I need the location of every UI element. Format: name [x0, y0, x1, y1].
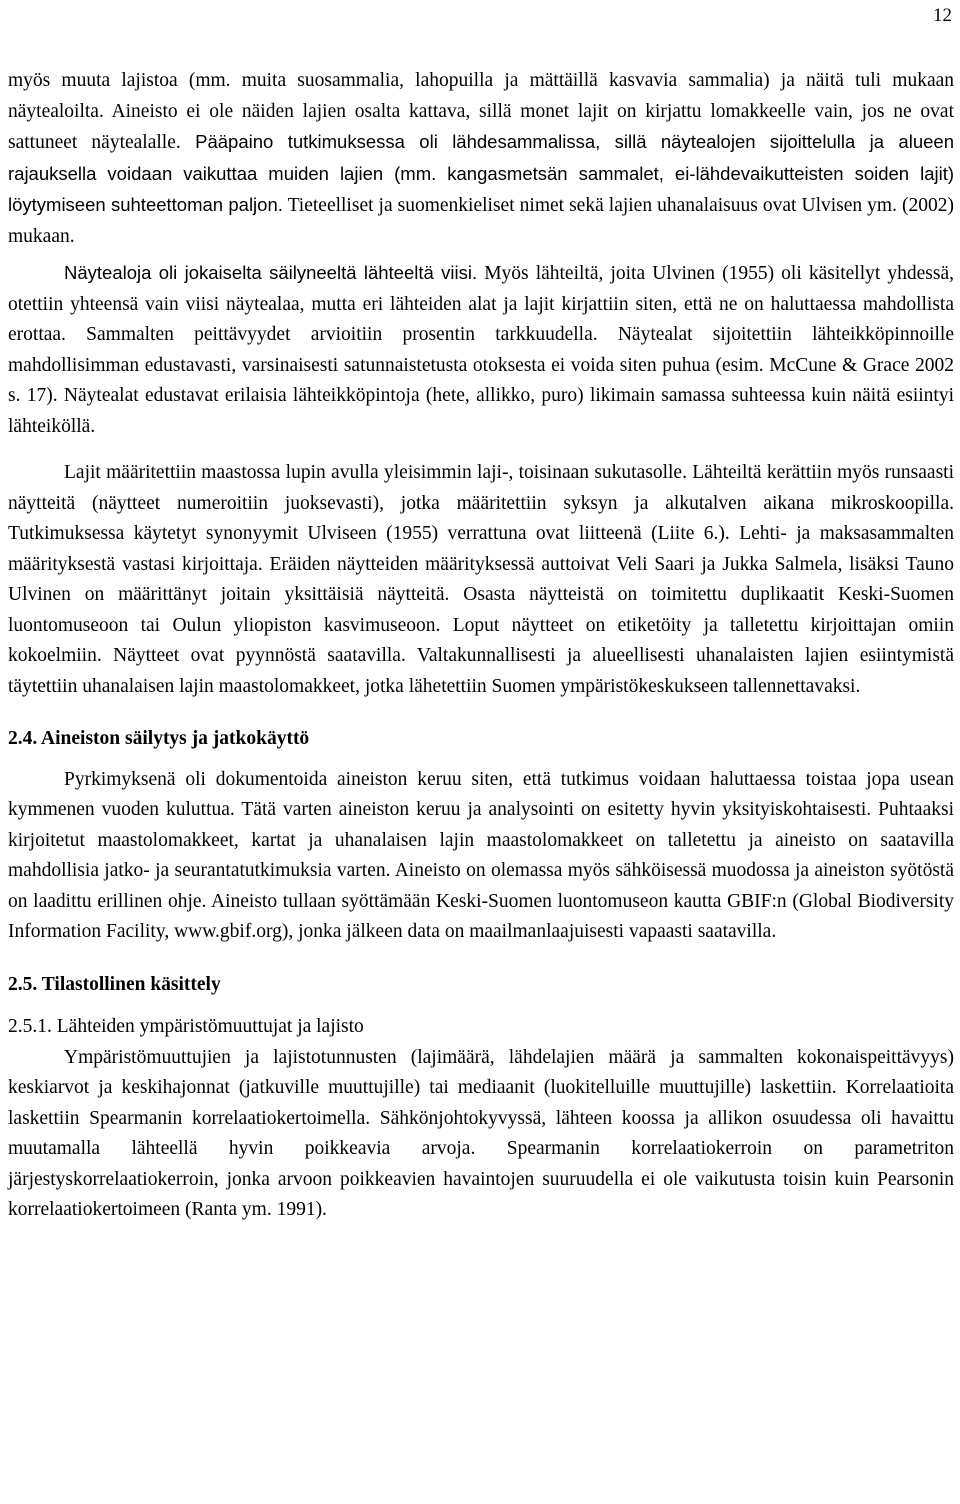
subsection-heading-2-5-1: 2.5.1. Lähteiden ympäristömuuttujat ja lajisto: [8, 1016, 364, 1037]
paragraph-identification: Lajit määritettiin maastossa lupin avulla yleisimmin laji-, toisinaan sukutasolle. Lähteiltä kerättiin myös runsaasti näytteitä (näytteet numeroitiin juoksevasti), jotka määritettiin syksyn ja alkutalven aikana mikroskoopilla. Tutkimuksessa käytetyt synonyymit Ulviseen (1955) verrattuna ovat liitteenä (Liite 6.). Lehti- ja maksasammalten määrityksestä vastasi kirjoittaja. Eräiden näytteiden määrityksessä auttoivat Veli Saari ja Jukka Salmela, lisäksi Tauno Ulvinen on määrittänyt joitain yksittäisiä näytteitä. Osasta näytteistä on toimitettu duplikaatit Keski-Suomen luontomuseoon tai Oulun yliopiston kasvimuseoon. Loput näytteet on etiketöity ja talletettu kirjoittajan omiin kokoelmiin. Näytteet ovat pyynnöstä saatavilla. Valtakunnallisesti ja alueellisesti uhanalaisten lajien esiintymistä täytettiin uhanalaisen lajin maastolomakkeet, jotka lähetettiin Suomen ympäristökeskukseen tallennettavaksi.: [8, 462, 954, 697]
document-body: [8, 66, 954, 1226]
page-number: 12: [933, 5, 952, 26]
paragraph-text-sans: Pääpaino tutkimuksessa oli lähdesammalissa, sillä näytealojen sijoittelulla ja alueen rajauksella voidaan vaikuttaa muiden lajien (mm. kangasmetsän sammalet, ei-lähdevaikutteisten soiden lajit) löytymiseen suhteettoman paljon.: [8, 131, 954, 215]
paragraph-sample-plots: [8, 258, 954, 442]
paragraph-statistics: Ympäristömuuttujien ja lajistotunnusten (lajimäärä, lähdelajien määrä ja sammalten kokonaispeittävyys) keskiarvot ja keskihajonnat (jatkuville muuttujille) tai mediaanit (luokitelluille muuttujille) laskettiin. Korrelaatioita laskettiin Spearmanin korrelaatiokertoimella. Sähkönjohtokyvyssä, lähteen koossa ja allikon osuudessa oli havaittu muutamalla lähteellä hyvin poikkeavia arvoja. Spearmanin korrelaatiokerroin on parametriton järjestyskorrelaatiokerroin, jonka arvoon poikkeavien havaintojen suuruudella ei ole vaikutusta toisin kuin Pearsonin korrelaatiokertoimeen (Ranta ym. 1991).: [8, 1046, 954, 1220]
paragraph-text: Myös lähteiltä, joita Ulvinen (1955) oli käsitellyt yhdessä, otettiin yhteensä vain viisi näytealaa, mutta eri lähteiden alat ja lajit kirjattiin siten, että ne on haluttaessa mahdollista erottaa. Sammalten peittävyydet arvioitiin prosentin tarkkuudella. Näytealat sijoitettiin lähteikköpinnoille mahdollisimman edustavasti, varsinaisesti satunnaistetusta otoksesta ei voida siten puhua (esim. McCune & Grace 2002 s. 17). Näytealat edustavat erilaisia lähteikköpintoja (hete, allikko, puro) likimain samassa suhteessa kuin näitä esiintyi lähteiköllä.: [8, 263, 955, 437]
section-heading-2-4: 2.4. Aineiston säilytys ja jatkokäyttö: [8, 728, 310, 749]
section-heading-2-5: 2.5. Tilastollinen käsittely: [8, 973, 221, 995]
paragraph-text-sans: Näytealoja oli jokaiselta säilyneeltä lähteeltä viisi.: [64, 262, 478, 283]
paragraph-text: Tieteelliset ja suomenkieliset nimet sekä lajien uhanalaisuus ovat Ulvisen ym. (2002) mukaan.: [8, 195, 954, 247]
paragraph-text: myös muuta lajistoa (mm. muita suosammalia, lahopuilla ja mättäillä kasvavia sammalia) ja näitä tuli mukaan näytealoilta. Aineisto ei ole näiden lajien osalta kattava, sillä monet lajit on kirjattu lomakkeelle vain, jos ne ovat sattuneet näytealalle.: [8, 70, 954, 153]
paragraph-data-storage: Pyrkimyksenä oli dokumentoida aineiston keruu siten, että tutkimus voidaan haluttaessa toistaa jopa usean kymmenen vuoden kuluttua. Tätä varten aineiston keruu ja analysointi on esitetty hyvin yksityiskohtaisesti. Puhtaaksi kirjoitetut maastolomakkeet, kartat ja uhanalaisen lajin maastolomakkeet on talletettu ja aineisto on saatavilla mahdollisia jatko- ja seurantatutkimuksia varten. Aineisto on olemassa myös sähköisessä muodossa ja aineiston syötöstä on laadittu erillinen ohje. Aineisto tullaan syöttämään Keski-Suomen luontomuseon kautta GBIF:n (Global Biodiversity Information Facility, www.gbif.org), jonka jälkeen data on maailmanlaajuisesti vapaasti saatavilla.: [8, 768, 954, 942]
paragraph-species-coverage: [8, 66, 954, 252]
